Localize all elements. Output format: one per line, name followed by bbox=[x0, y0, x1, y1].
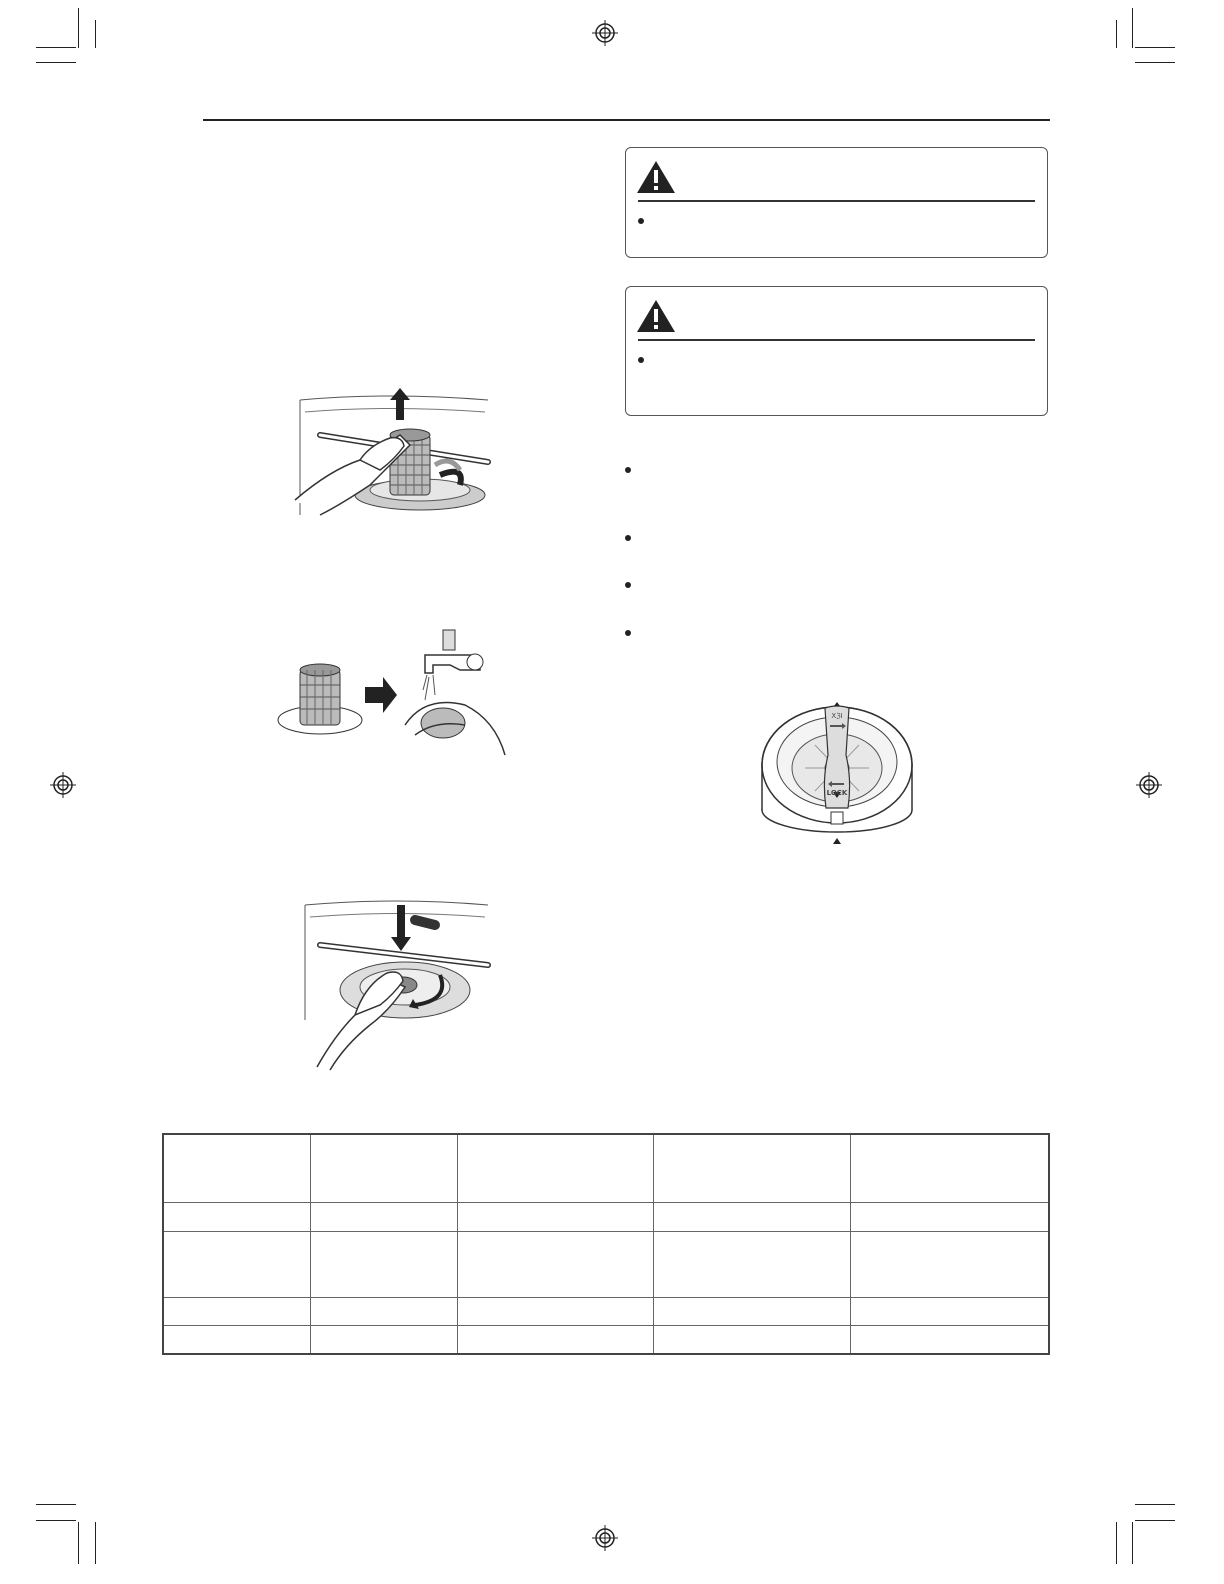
list-bullet bbox=[625, 467, 631, 473]
registration-mark-left bbox=[50, 772, 76, 798]
table-cell bbox=[850, 1298, 1049, 1326]
table-cell bbox=[457, 1298, 654, 1326]
table-cell bbox=[457, 1326, 654, 1355]
table-row bbox=[163, 1232, 1049, 1298]
table-cell bbox=[163, 1298, 311, 1326]
registration-mark-bottom bbox=[592, 1525, 618, 1551]
warning-divider bbox=[638, 339, 1035, 341]
table-row bbox=[163, 1298, 1049, 1326]
spec-table bbox=[162, 1133, 1050, 1355]
table-cell bbox=[311, 1326, 458, 1355]
table-cell bbox=[163, 1232, 311, 1298]
filter-lock-ring-illustration bbox=[760, 700, 915, 850]
table-cell bbox=[163, 1134, 311, 1203]
filter-rinse-illustration bbox=[275, 625, 510, 760]
registration-mark-top bbox=[592, 20, 618, 46]
warning-triangle-icon bbox=[636, 299, 676, 333]
table-cell bbox=[654, 1232, 851, 1298]
warning-divider bbox=[638, 200, 1035, 202]
table-cell bbox=[311, 1203, 458, 1232]
table-cell bbox=[457, 1203, 654, 1232]
list-bullet bbox=[625, 582, 631, 588]
drum-label-top: ⅩℨⅠ bbox=[831, 712, 843, 720]
warning-triangle-icon bbox=[636, 160, 676, 194]
table-cell bbox=[850, 1326, 1049, 1355]
filter-install-illustration bbox=[295, 895, 490, 1070]
list-bullet bbox=[625, 535, 631, 541]
filter-removal-illustration bbox=[290, 390, 490, 535]
drum-label-lock: LOCK bbox=[826, 789, 848, 797]
table-cell bbox=[654, 1326, 851, 1355]
registration-mark-right bbox=[1136, 772, 1162, 798]
table-cell bbox=[850, 1203, 1049, 1232]
table-cell bbox=[311, 1134, 458, 1203]
table-cell bbox=[163, 1326, 311, 1355]
table-row bbox=[163, 1203, 1049, 1232]
table-cell bbox=[163, 1203, 311, 1232]
table-row bbox=[163, 1326, 1049, 1355]
warning-box-1 bbox=[625, 147, 1048, 258]
warning-bullet bbox=[638, 218, 644, 224]
table-cell bbox=[654, 1298, 851, 1326]
table-cell bbox=[654, 1203, 851, 1232]
table-cell bbox=[850, 1134, 1049, 1203]
warning-bullet bbox=[638, 357, 644, 363]
table-cell bbox=[311, 1232, 458, 1298]
table-cell bbox=[850, 1232, 1049, 1298]
header-rule bbox=[203, 119, 1050, 121]
warning-box-2 bbox=[625, 286, 1048, 416]
table-cell bbox=[457, 1134, 654, 1203]
table-cell bbox=[311, 1298, 458, 1326]
list-bullet bbox=[625, 630, 631, 636]
table-cell bbox=[654, 1134, 851, 1203]
table-row bbox=[163, 1134, 1049, 1203]
table-cell bbox=[457, 1232, 654, 1298]
